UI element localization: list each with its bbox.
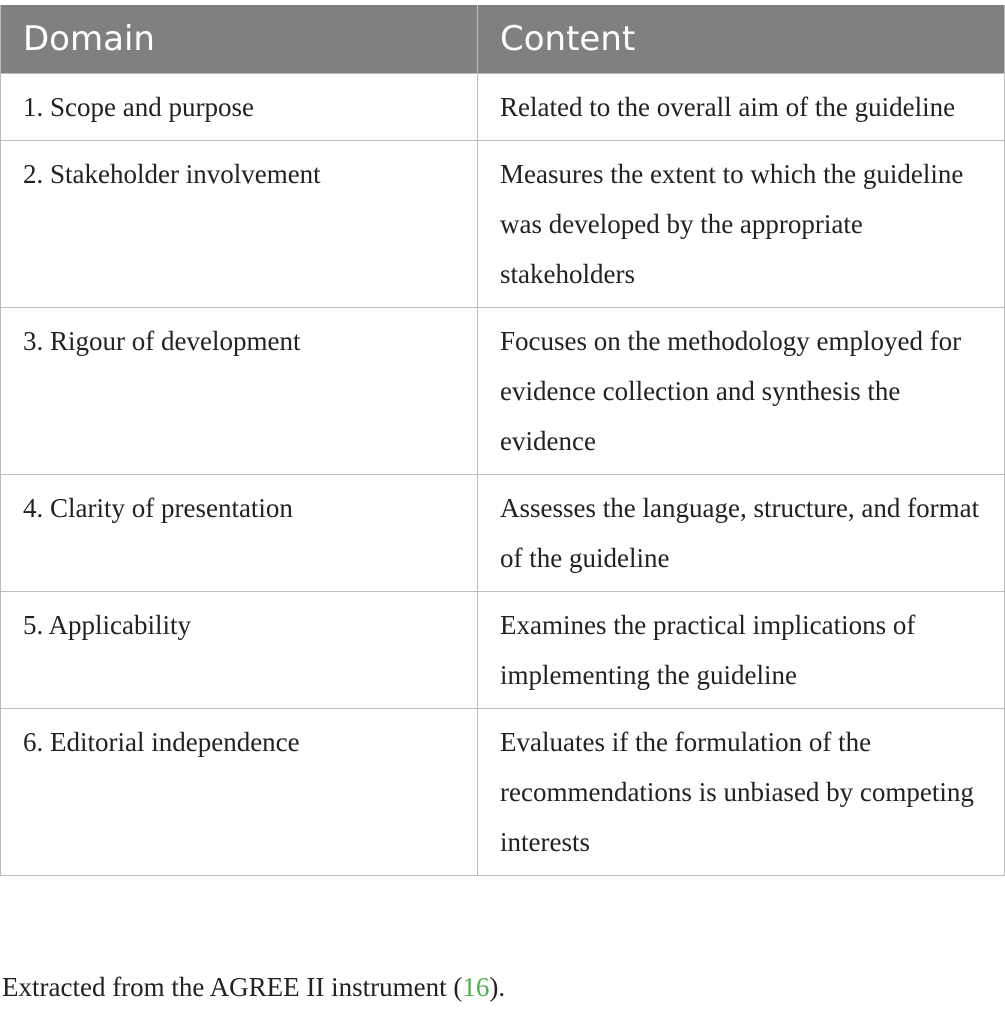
content-cell: Focuses on the methodology employed for evidence collection and synthesis the evidence	[478, 308, 1005, 475]
content-cell: Assesses the language, structure, and format of the guideline	[478, 475, 1005, 592]
header-domain: Domain	[1, 5, 478, 74]
content-cell: Related to the overall aim of the guideline	[478, 74, 1005, 141]
reference-link[interactable]: 16	[462, 972, 490, 1002]
table-row	[1, 308, 1005, 475]
domain-cell: 3. Rigour of development	[1, 308, 478, 475]
domain-cell: 2. Stakeholder involvement	[1, 141, 478, 308]
table-row	[1, 592, 1005, 709]
domain-cell: 6. Editorial independence	[1, 709, 478, 876]
domain-cell: 5. Applicability	[1, 592, 478, 709]
footnote-text: Extracted from the AGREE II instrument (	[2, 972, 463, 1002]
agree-domains-table	[0, 5, 1005, 876]
agree-domains-table-wrapper	[0, 5, 1004, 876]
table-header-row	[1, 5, 1005, 74]
footnote-text-end: ).	[489, 972, 506, 1002]
domain-cell: 1. Scope and purpose	[1, 74, 478, 141]
table-row	[1, 141, 1005, 308]
table-row	[1, 74, 1005, 141]
header-content: Content	[478, 5, 1005, 74]
table-footnote	[2, 972, 505, 1003]
content-cell: Examines the practical implications of implementing the guideline	[478, 592, 1005, 709]
domain-cell: 4. Clarity of presentation	[1, 475, 478, 592]
content-cell: Measures the extent to which the guideline was developed by the appropriate stakeholders	[478, 141, 1005, 308]
table-row	[1, 709, 1005, 876]
content-cell: Evaluates if the formulation of the recommendations is unbiased by competing interests	[478, 709, 1005, 876]
table-row	[1, 475, 1005, 592]
